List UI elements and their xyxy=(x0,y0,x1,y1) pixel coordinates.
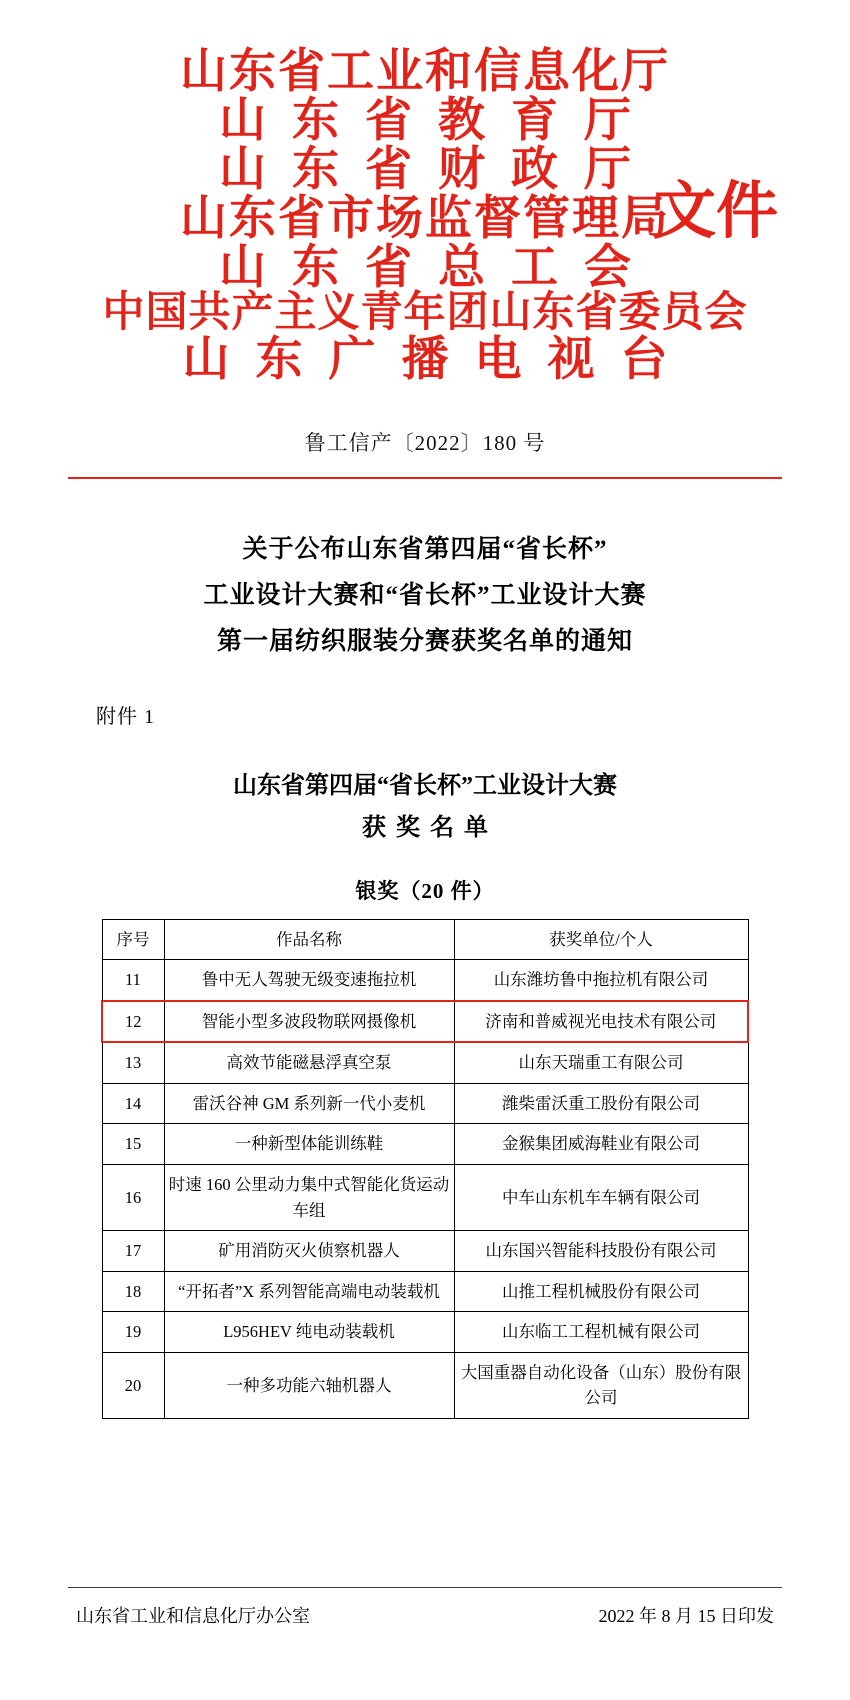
cell-work: 一种新型体能训练鞋 xyxy=(164,1124,454,1165)
cell-unit: 金猴集团威海鞋业有限公司 xyxy=(454,1124,748,1165)
footer-row xyxy=(68,1602,782,1628)
table-row xyxy=(102,1231,748,1272)
cell-no: 19 xyxy=(102,1312,164,1353)
footer-date: 2022 年 8 月 15 日印发 xyxy=(598,1606,774,1626)
table-row xyxy=(102,1271,748,1312)
document-footer xyxy=(68,1587,782,1628)
cell-unit: 潍柴雷沃重工股份有限公司 xyxy=(454,1083,748,1124)
masthead xyxy=(68,0,782,385)
masthead-line-6: 中国共产主义青年团山东省委员会 xyxy=(102,290,748,337)
footer-issuer: 山东省工业和信息化厅办公室 xyxy=(76,1606,310,1626)
award-list-title-sub: 获奖名单 xyxy=(362,814,498,841)
cell-unit: 山推工程机械股份有限公司 xyxy=(454,1271,748,1312)
cell-work: 雷沃谷神 GM 系列新一代小麦机 xyxy=(164,1083,454,1124)
cell-no: 16 xyxy=(102,1165,164,1231)
masthead-line-2: 山东省教育厅 xyxy=(219,94,657,147)
title-line-2: 工业设计大赛和“省长杯”工业设计大赛 xyxy=(203,582,647,610)
cell-no: 17 xyxy=(102,1231,164,1272)
column-header-unit: 获奖单位/个人 xyxy=(454,919,748,960)
cell-work: L956HEV 纯电动装载机 xyxy=(164,1312,454,1353)
cell-unit: 山东天瑞重工有限公司 xyxy=(454,1042,748,1083)
table-row xyxy=(102,1165,748,1231)
cell-no: 20 xyxy=(102,1352,164,1418)
masthead-line-5: 山东省总工会 xyxy=(219,241,657,294)
column-header-no: 序号 xyxy=(102,919,164,960)
document-number: 鲁工信产〔2022〕180 号 xyxy=(304,430,546,455)
table-row xyxy=(102,1124,748,1165)
cell-no: 12 xyxy=(102,1001,164,1043)
table-row xyxy=(102,1352,748,1418)
table-row-highlighted xyxy=(102,1001,748,1043)
title-line-1: 关于公布山东省第四届“省长杯” xyxy=(242,535,608,563)
masthead-line-3: 山东省财政厅 xyxy=(219,143,657,196)
award-table xyxy=(101,919,749,1419)
attachment-label: 附件 1 xyxy=(96,705,155,728)
cell-work: 鲁中无人驾驶无级变速拖拉机 xyxy=(164,960,454,1001)
cell-work: 矿用消防灭火侦察机器人 xyxy=(164,1231,454,1272)
wenjian-mark: 文件 xyxy=(653,177,778,246)
column-header-work: 作品名称 xyxy=(164,919,454,960)
cell-no: 15 xyxy=(102,1124,164,1165)
cell-work: 智能小型多波段物联网摄像机 xyxy=(164,1001,454,1043)
table-body xyxy=(102,960,748,1419)
cell-unit: 大国重器自动化设备（山东）股份有限公司 xyxy=(454,1352,748,1418)
cell-unit: 山东国兴智能科技股份有限公司 xyxy=(454,1231,748,1272)
award-category: 银奖（20 件） xyxy=(355,878,495,903)
cell-work: “开拓者”X 系列智能高端电动装载机 xyxy=(164,1271,454,1312)
cell-unit: 济南和普威视光电技术有限公司 xyxy=(454,1001,748,1043)
title-line-3: 第一届纺织服装分赛获奖名单的通知 xyxy=(216,628,633,656)
cell-work: 高效节能磁悬浮真空泵 xyxy=(164,1042,454,1083)
masthead-line-4: 山东省市场监督管理局 xyxy=(180,192,670,245)
table-row xyxy=(102,1083,748,1124)
masthead-line-1: 山东省工业和信息化厅 xyxy=(180,46,670,98)
cell-no: 14 xyxy=(102,1083,164,1124)
cell-no: 18 xyxy=(102,1271,164,1312)
red-divider xyxy=(68,477,782,479)
award-list-title-main: 山东省第四届“省长杯”工业设计大赛 xyxy=(233,772,617,799)
cell-work: 一种多功能六轴机器人 xyxy=(164,1352,454,1418)
masthead-line-7: 山东广播电视台 xyxy=(182,334,694,387)
award-list-title xyxy=(68,765,782,849)
table-row xyxy=(102,1312,748,1353)
table-row xyxy=(102,960,748,1001)
footer-divider xyxy=(68,1587,782,1588)
table-header-row xyxy=(102,919,748,960)
document-title xyxy=(68,527,782,666)
cell-unit: 山东临工工程机械有限公司 xyxy=(454,1312,748,1353)
cell-no: 13 xyxy=(102,1042,164,1083)
cell-work: 时速 160 公里动力集中式智能化货运动车组 xyxy=(164,1165,454,1231)
cell-no: 11 xyxy=(102,960,164,1001)
table-row xyxy=(102,1042,748,1083)
cell-unit: 山东潍坊鲁中拖拉机有限公司 xyxy=(454,960,748,1001)
masthead-line-4-row xyxy=(68,177,782,246)
cell-unit: 中车山东机车车辆有限公司 xyxy=(454,1165,748,1231)
